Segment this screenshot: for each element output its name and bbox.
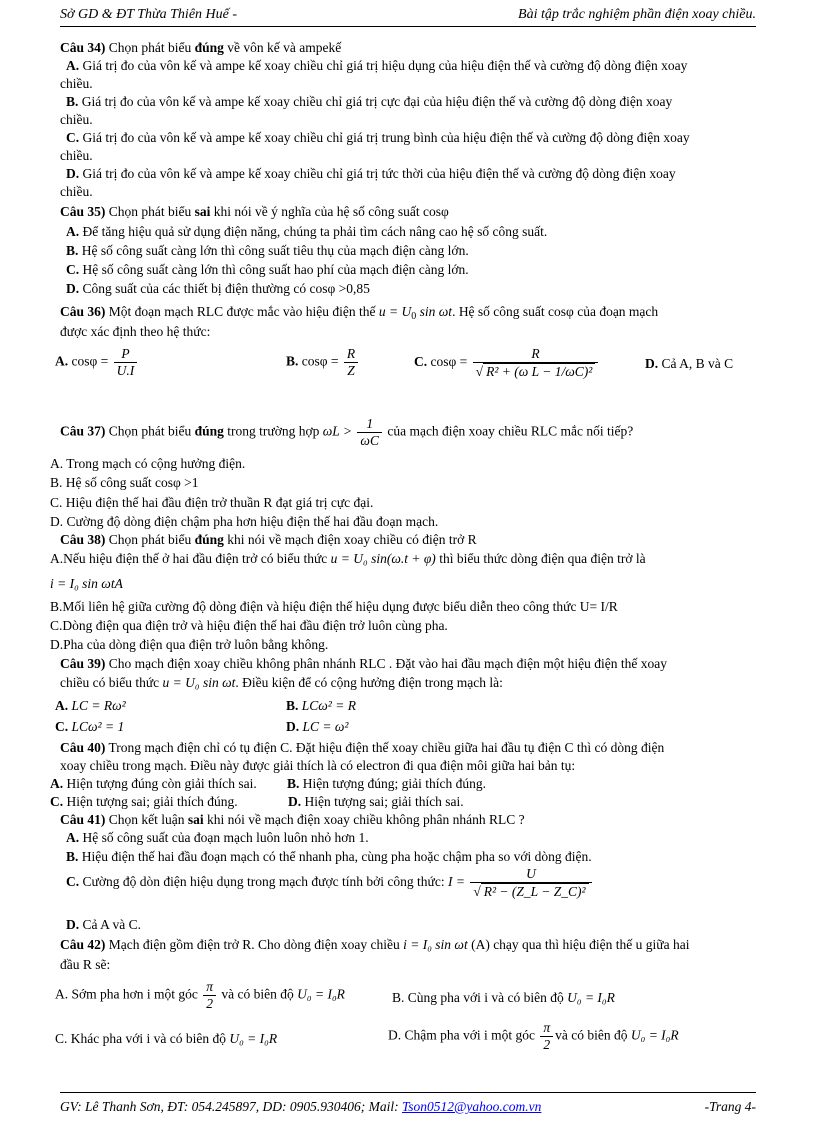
q34-option-c-cont: chiều.: [60, 148, 93, 163]
q34-option-b-cont: chiều.: [60, 112, 93, 127]
q36-stem: Câu 36) Một đoạn mạch RLC được mắc vào hiệu điện thế $u = U_0$ sin ωt. Hệ số công suất cosφ của đoạn mạch: [60, 304, 659, 322]
q40-stem-cont: xoay chiều trong mạch. Điều này được giải thích là có electron đi qua điện môi giữa hai bản tụ:: [60, 758, 576, 773]
header-right: Bài tập trắc nghiệm phần điện xoay chiều.: [518, 7, 756, 22]
q40-stem: Câu 40) Trong mạch điện chỉ có tụ điện C. Đặt hiệu điện thế xoay chiều giữa hai đầu tụ điện C thì có dòng điện: [60, 740, 665, 755]
q40-option-c: C. Hiện tượng sai; giải thích đúng.: [50, 794, 238, 809]
q34-option-a-cont: chiều.: [60, 76, 93, 91]
q39-option-b: B. LCω² = R: [286, 698, 356, 713]
q36-option-b: B. cosφ = $\frac{R}{Z}$: [286, 346, 360, 379]
q41-option-c: C. Cường độ dòn điện hiệu dụng trong mạch được tính bởi công thức: I = $\frac{U}{\text{√ R² − (Z\_L − Z\_C)²}}$: [66, 866, 594, 900]
q34-option-b: B. Giá trị đo của vôn kế và ampe kế xoay chiều chỉ giá trị cực đại của hiệu điện thế và cường độ dòng điện xoay: [66, 94, 673, 109]
q38-option-b: B.Mối liên hệ giữa cường độ dòng điện và hiệu điện thế hiệu dụng được biểu diễn theo công thức U= I/R: [50, 599, 618, 614]
header-left: Sở GD & ĐT Thừa Thiên Huế -: [60, 7, 238, 22]
q38-option-c: C.Dòng điện qua điện trở và hiệu điện thế hai đầu điện trở luôn cùng pha.: [50, 618, 448, 633]
q35-option-a: A. Để tăng hiệu quả sử dụng điện năng, chúng ta phải tìm cách nâng cao hệ số công suất.: [66, 224, 548, 239]
q36-stem-cont: được xác định theo hệ thức:: [60, 324, 211, 339]
q36-option-a: A. cosφ = $\frac{P}{U.I}$: [55, 346, 139, 379]
q41-stem: Câu 41) Chọn kết luận sai khi nói về mạch điện xoay chiều không phân nhánh RLC ?: [60, 812, 525, 827]
q35-stem: Câu 35) Chọn phát biểu sai khi nói về ý nghĩa của hệ số công suất cosφ: [60, 204, 449, 219]
q35-option-d: D. Công suất của các thiết bị điện thường có cosφ >0,85: [66, 281, 370, 296]
q42-option-a: A. Sớm pha hơn i một góc $\frac{\pi}{2}$ và có biên độ U₀ = I₀R: [55, 979, 345, 1011]
q34-option-d: D. Giá trị đo của vôn kế và ampe kế xoay chiều chỉ giá trị tức thời của hiệu điện thế và cường độ dòng điện xoay: [66, 166, 676, 181]
q37-stem: Câu 37) Chọn phát biểu đúng trong trường hợp ωL > $\frac{1}{\omega C}$ của mạch điện xoay chiều RLC mắc nối tiếp?: [60, 416, 634, 448]
q37-option-d: D. Cường độ dòng điện chậm pha hơn hiệu điện thế hai đầu đoạn mạch.: [50, 514, 439, 529]
q39-option-a: A. LC = Rω²: [55, 698, 126, 713]
q42-option-d: D. Chậm pha với i một góc $\frac{\pi}{2}$ và có biên độ U₀ = I₀R: [388, 1020, 679, 1052]
footer-email-link[interactable]: Tson0512@yahoo.com.vn: [401, 1099, 542, 1114]
q39-stem-cont: chiều có biểu thức u = U₀ sin ωt. Điều kiện để có cộng hưởng điện trong mạch là:: [60, 675, 503, 690]
footer-contact: GV: Lê Thanh Sơn, ĐT: 054.245897, DD: 0905.930406; Mail:: [60, 1099, 402, 1114]
q34-stem: Câu 34) Chọn phát biểu đúng về vôn kế và ampekế: [60, 40, 342, 55]
q37-option-b: B. Hệ số công suất cosφ >1: [50, 475, 199, 490]
q36-option-c: C. cosφ = $\frac{R}{\text{√ R² + (ω L − 1/ωC)²}}$: [414, 346, 600, 380]
q40-option-d: D. Hiện tượng sai; giải thích sai.: [288, 794, 464, 809]
q38-option-a-cont: i = I₀ sin ωtA: [50, 576, 123, 591]
q35-option-c: C. Hệ số công suất càng lớn thì công suất hao phí của mạch điện càng lớn.: [66, 262, 469, 277]
q38-option-a: A.Nếu hiệu điện thế ở hai đầu điện trở có biểu thức u = U₀ sin(ω.t + φ) thì biểu thức dòng điện qua điện trở là: [50, 551, 646, 566]
q37-option-a: A. Trong mạch có cộng hưởng điện.: [50, 456, 246, 471]
q38-stem: Câu 38) Chọn phát biểu đúng khi nói về mạch điện xoay chiều có điện trở R: [60, 532, 477, 547]
q41-option-d: D. Cả A và C.: [66, 917, 142, 932]
footer-page-number: -Trang 4-: [704, 1099, 756, 1114]
q36-option-d: D. Cả A, B và C: [645, 356, 734, 371]
page-header: [60, 4, 756, 27]
q34-option-a: A. Giá trị đo của vôn kế và ampe kế xoay chiều chỉ giá trị hiệu dụng của hiệu điện thế và cường độ dòng điện xoay: [66, 58, 688, 73]
q40-option-a: A. Hiện tượng đúng còn giải thích sai.: [50, 776, 257, 791]
page-footer: [60, 1092, 756, 1115]
q41-option-b: B. Hiệu điện thế hai đầu đoạn mạch có thể nhanh pha, cùng pha hoặc chậm pha so với dòng điện.: [66, 849, 592, 864]
q39-stem: Câu 39) Cho mạch điện xoay chiều không phân nhánh RLC . Đặt vào hai đầu mạch điện một hiệu điện thế xoay: [60, 656, 668, 671]
q42-option-c: C. Khác pha với i và có biên độ U₀ = I₀R: [55, 1031, 278, 1046]
q40-option-b: B. Hiện tượng đúng; giải thích đúng.: [287, 776, 486, 791]
q39-option-d: D. LC = ω²: [286, 719, 349, 734]
q39-option-c: C. LCω² = 1: [55, 719, 125, 734]
q37-option-c: C. Hiệu điện thế hai đầu điện trở thuần R đạt giá trị cực đại.: [50, 495, 374, 510]
q35-option-b: B. Hệ số công suất càng lớn thì công suất tiêu thụ của mạch điện càng lớn.: [66, 243, 469, 258]
q34-option-c: C. Giá trị đo của vôn kế và ampe kế xoay chiều chỉ giá trị trung bình của hiệu điện thế và cường độ dòng điện xoay: [66, 130, 690, 145]
q42-option-b: B. Cùng pha với i và có biên độ U₀ = I₀R: [392, 990, 615, 1005]
q42-stem-cont: đầu R sẽ:: [60, 957, 111, 972]
q42-stem: Câu 42) Mạch điện gồm điện trở R. Cho dòng điện xoay chiều i = I₀ sin ωt (A) chạy qua thì hiệu điện thế u giữa hai: [60, 937, 690, 952]
q34-option-d-cont: chiều.: [60, 184, 93, 199]
q41-option-a: A. Hệ số công suất của đoạn mạch luôn luôn nhỏ hơn 1.: [66, 830, 369, 845]
q38-option-d: D.Pha của dòng điện qua điện trở luôn bằng không.: [50, 637, 329, 652]
